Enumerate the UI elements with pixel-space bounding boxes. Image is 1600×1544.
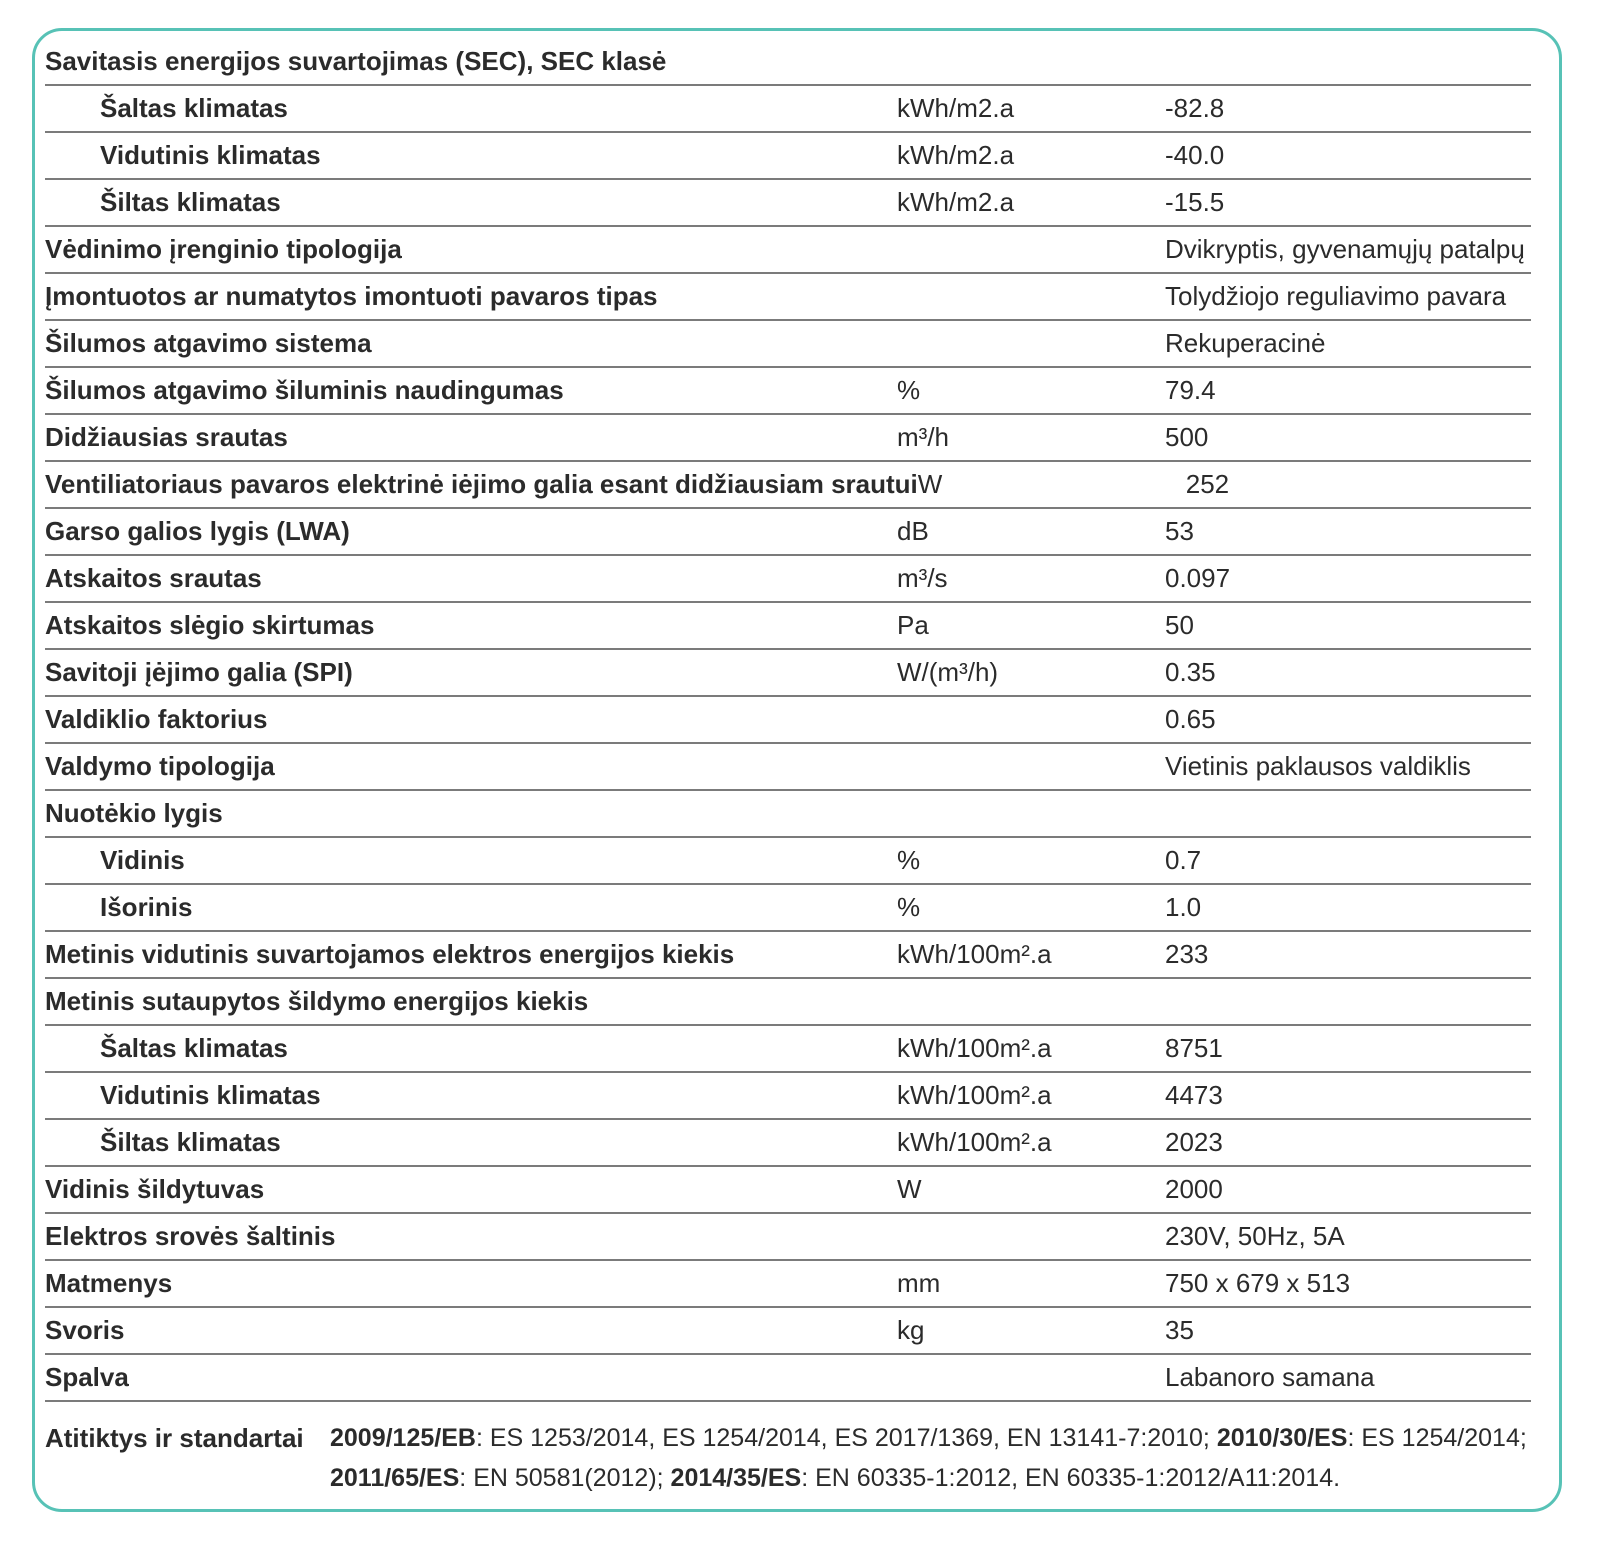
row-label: Vėdinimo įrenginio tipologija <box>45 234 402 264</box>
table-row <box>45 838 1531 885</box>
row-unit: m³/h <box>897 422 949 452</box>
row-label: Atskaitos slėgio skirtumas <box>45 610 375 640</box>
row-label: Elektros srovės šaltinis <box>45 1221 336 1251</box>
row-value: -40.0 <box>1165 140 1225 170</box>
row-value: 79.4 <box>1165 375 1216 405</box>
row-label: Atskaitos srautas <box>45 563 262 593</box>
table-row <box>45 133 1531 180</box>
row-value: 2000 <box>1165 1174 1223 1204</box>
row-value: Rekuperacinė <box>1165 328 1326 358</box>
spec-card <box>32 28 1562 1512</box>
row-unit: Pa <box>897 610 929 640</box>
row-value: 0.097 <box>1165 563 1231 593</box>
table-row <box>45 932 1531 979</box>
row-unit: W/(m³/h) <box>897 657 999 687</box>
compliance-segment: 2009/125/EB <box>330 1424 476 1452</box>
row-value: 53 <box>1165 516 1194 546</box>
compliance-row <box>45 1402 1531 1498</box>
row-label: Ventiliatoriaus pavaros elektrinė iėjimo galia esant didžiausiam srautui <box>45 469 918 499</box>
row-value: -82.8 <box>1165 93 1225 123</box>
table-row <box>45 368 1531 415</box>
row-value: 35 <box>1165 1315 1194 1345</box>
row-label: Šilumos atgavimo sistema <box>45 328 372 358</box>
row-label: Didžiausias srautas <box>45 422 288 452</box>
compliance-segment: : EN 60335-1:2012, EN 60335-1:2012/A11:2014. <box>801 1464 1341 1492</box>
row-label: Išorinis <box>100 892 193 922</box>
table-row <box>45 1167 1531 1214</box>
compliance-line <box>330 1418 1531 1458</box>
row-value: 252 <box>1185 469 1230 499</box>
compliance-segment: 2010/30/ES <box>1216 1424 1348 1452</box>
row-label: Vidinis šildytuvas <box>45 1174 265 1204</box>
compliance-segment: : EN 50581(2012); <box>459 1464 671 1492</box>
row-value: 4473 <box>1165 1080 1223 1110</box>
table-row <box>45 1261 1531 1308</box>
row-label: Valdymo tipologija <box>45 751 275 781</box>
row-value: 750 x 679 x 513 <box>1165 1268 1351 1298</box>
table-row <box>45 180 1531 227</box>
row-unit: kWh/m2.a <box>897 140 1015 170</box>
table-row <box>45 979 1531 1026</box>
table-row <box>45 1026 1531 1073</box>
row-value: 2023 <box>1165 1127 1223 1157</box>
row-value: Dvikryptis, gyvenamųjų patalpų <box>1165 234 1525 264</box>
row-label: Įmontuotos ar numatytos imontuoti pavaros tipas <box>45 281 658 311</box>
table-row <box>45 697 1531 744</box>
row-label: Vidutinis klimatas <box>100 1080 321 1110</box>
row-label: Savitoji įėjimo galia (SPI) <box>45 657 353 687</box>
row-label: Metinis sutaupytos šildymo energijos kiekis <box>45 986 589 1016</box>
table-row <box>45 509 1531 556</box>
row-value: 1.0 <box>1165 892 1202 922</box>
row-unit: kWh/100m².a <box>897 1127 1052 1157</box>
row-label: Metinis vidutinis suvartojamos elektros energijos kiekis <box>45 939 735 969</box>
table-row <box>45 86 1531 133</box>
table-row <box>45 1308 1531 1355</box>
row-value: 0.65 <box>1165 704 1216 734</box>
row-value: 0.7 <box>1165 845 1202 875</box>
table-row <box>45 744 1531 791</box>
table-row <box>45 791 1531 838</box>
row-unit: kg <box>897 1315 925 1345</box>
row-unit: dB <box>897 516 929 546</box>
row-unit: W <box>897 1174 922 1204</box>
compliance-segment: 2014/35/ES <box>670 1464 802 1492</box>
table-row <box>45 885 1531 932</box>
compliance-text <box>330 1418 1531 1498</box>
row-label: Garso galios lygis (LWA) <box>45 516 350 546</box>
table-row <box>45 556 1531 603</box>
row-label: Svoris <box>45 1315 125 1345</box>
row-label: Šaltas klimatas <box>100 93 288 123</box>
row-value: 230V, 50Hz, 5A <box>1165 1221 1345 1251</box>
row-unit: kWh/100m².a <box>897 939 1052 969</box>
table-row <box>45 650 1531 697</box>
row-label: Valdiklio faktorius <box>45 704 268 734</box>
table-row <box>45 1214 1531 1261</box>
compliance-segment: 2011/65/ES <box>330 1464 460 1492</box>
compliance-segment: : ES 1253/2014, ES 1254/2014, ES 2017/1369, EN 13141-7:2010; <box>475 1424 1217 1452</box>
row-unit: % <box>897 845 921 875</box>
row-unit: W <box>917 469 943 499</box>
row-unit: mm <box>897 1268 941 1298</box>
row-value: 500 <box>1165 422 1209 452</box>
table-row <box>45 1073 1531 1120</box>
row-value: -15.5 <box>1165 187 1225 217</box>
row-label: Spalva <box>45 1362 129 1392</box>
row-label: Šiltas klimatas <box>100 187 281 217</box>
row-label: Matmenys <box>45 1268 173 1298</box>
compliance-line <box>330 1458 1531 1498</box>
row-label: Šilumos atgavimo šiluminis naudingumas <box>45 375 564 405</box>
row-unit: kWh/100m².a <box>897 1033 1052 1063</box>
row-unit: m³/s <box>897 563 948 593</box>
table-row <box>45 603 1531 650</box>
row-value: 0.35 <box>1165 657 1216 687</box>
row-label: Savitasis energijos suvartojimas (SEC), SEC klasė <box>45 46 667 76</box>
compliance-label: Atitiktys ir standartai <box>45 1423 304 1453</box>
table-row <box>45 1120 1531 1167</box>
row-value: 8751 <box>1165 1033 1223 1063</box>
row-unit: kWh/100m².a <box>897 1080 1052 1110</box>
row-label: Vidutinis klimatas <box>100 140 321 170</box>
row-value: 50 <box>1165 610 1194 640</box>
row-unit: % <box>897 892 921 922</box>
table-row <box>45 462 1531 509</box>
table-row <box>45 274 1531 321</box>
row-label: Šaltas klimatas <box>100 1033 288 1063</box>
table-row <box>45 415 1531 462</box>
table-row <box>45 321 1531 368</box>
table-row <box>45 1355 1531 1402</box>
row-label: Šiltas klimatas <box>100 1127 281 1157</box>
row-unit: kWh/m2.a <box>897 187 1015 217</box>
row-label: Vidinis <box>100 845 185 875</box>
row-label: Nuotėkio lygis <box>45 798 223 828</box>
row-value: 233 <box>1165 939 1209 969</box>
spec-table <box>45 39 1531 1402</box>
row-value: Vietinis paklausos valdiklis <box>1165 751 1471 781</box>
row-unit: % <box>897 375 921 405</box>
row-value: Tolydžiojo reguliavimo pavara <box>1165 281 1507 311</box>
table-row <box>45 227 1531 274</box>
row-unit: kWh/m2.a <box>897 93 1015 123</box>
row-value: Labanoro samana <box>1165 1362 1375 1392</box>
table-row <box>45 39 1531 86</box>
compliance-segment: : ES 1254/2014; <box>1347 1424 1527 1452</box>
